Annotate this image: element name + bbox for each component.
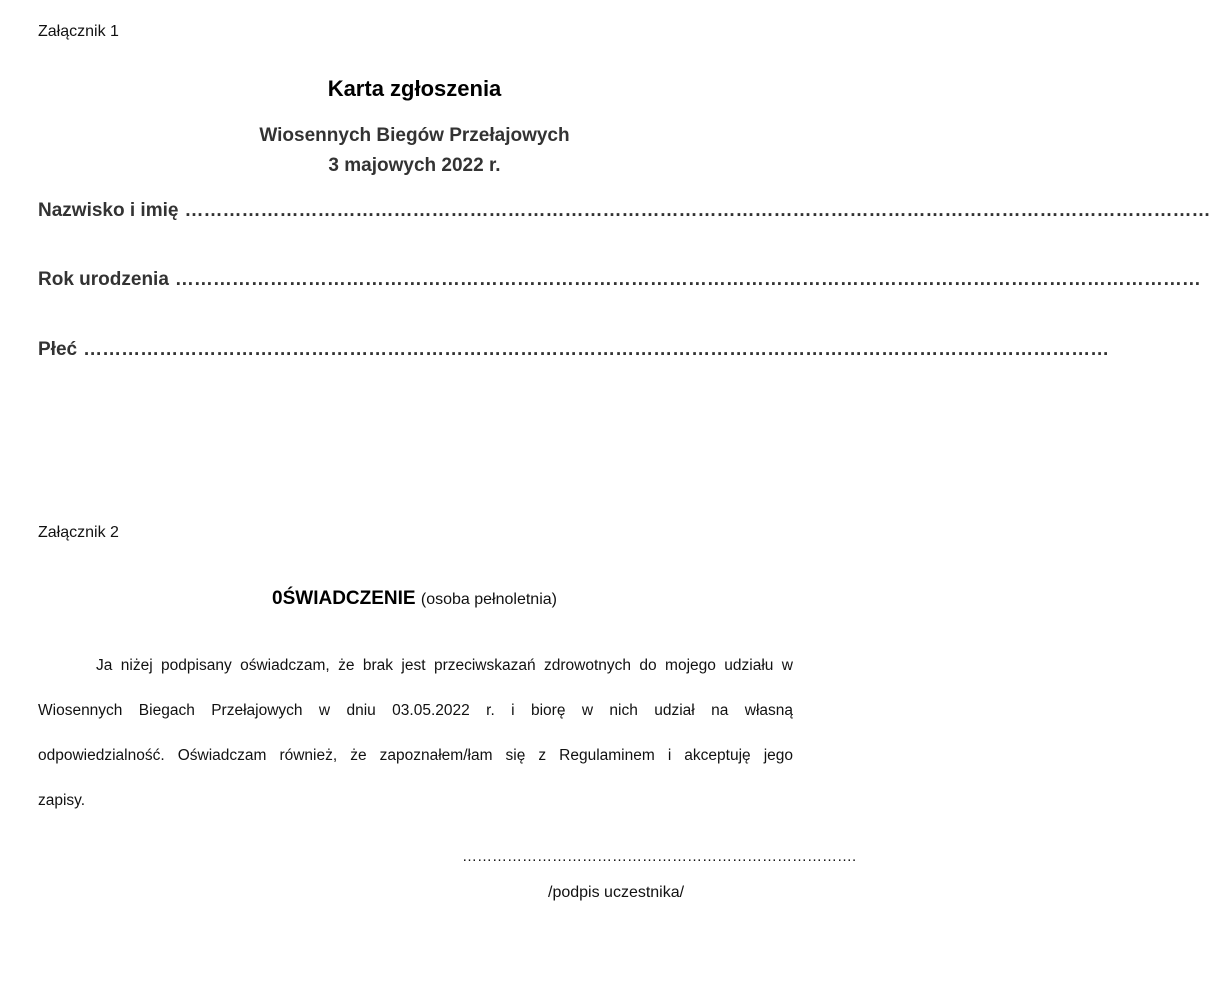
form-title: Karta zgłoszenia — [327, 76, 502, 101]
field-name-blank[interactable]: ……………………………………………………………………………………………………………………………………………… — [184, 200, 1210, 221]
paragraph-line: Wiosennych Biegach Przełajowych w dniu 03.05.2022 r. i biorę w nich udział na własną — [38, 702, 793, 719]
event-name: Wiosennych Biegów Przełajowych — [259, 125, 570, 146]
annex-2-label: Załącznik 2 — [38, 524, 119, 541]
field-name-label: Nazwisko i imię — [38, 200, 179, 221]
annex-1-label: Załącznik 1 — [38, 23, 119, 40]
field-gender-label: Płeć — [38, 339, 78, 360]
paragraph-line: odpowiedzialność. Oświadczam również, że zapoznałem/łam się z Regulaminem i akceptuję jego — [38, 747, 793, 764]
field-gender-blank[interactable]: ……………………………………………………………………………………………………………………………………………… — [83, 339, 1110, 360]
signature-label: /podpis uczestnika/ — [548, 884, 685, 901]
signature-line[interactable]: ……………………………………………………………………. — [462, 848, 857, 865]
declaration-paragraph — [38, 643, 793, 823]
declaration-title — [0, 588, 829, 610]
field-name[interactable] — [38, 200, 1210, 222]
field-birth-year-label: Rok urodzenia — [38, 269, 169, 290]
declaration-note: (osoba pełnoletnia) — [420, 591, 557, 608]
field-birth-year[interactable] — [38, 269, 1201, 291]
event-date: 3 majowych 2022 r. — [328, 155, 501, 176]
field-gender[interactable] — [38, 339, 1110, 361]
field-birth-year-blank[interactable]: ……………………………………………………………………………………………………………………………………………… — [174, 269, 1201, 290]
declaration-heading: 0ŚWIADCZENIE — [272, 588, 416, 609]
paragraph-line: Ja niżej podpisany oświadczam, że brak jest przeciwskazań zdrowotnych do mojego udziału w — [96, 657, 793, 674]
paragraph-line: zapisy. — [38, 792, 86, 809]
